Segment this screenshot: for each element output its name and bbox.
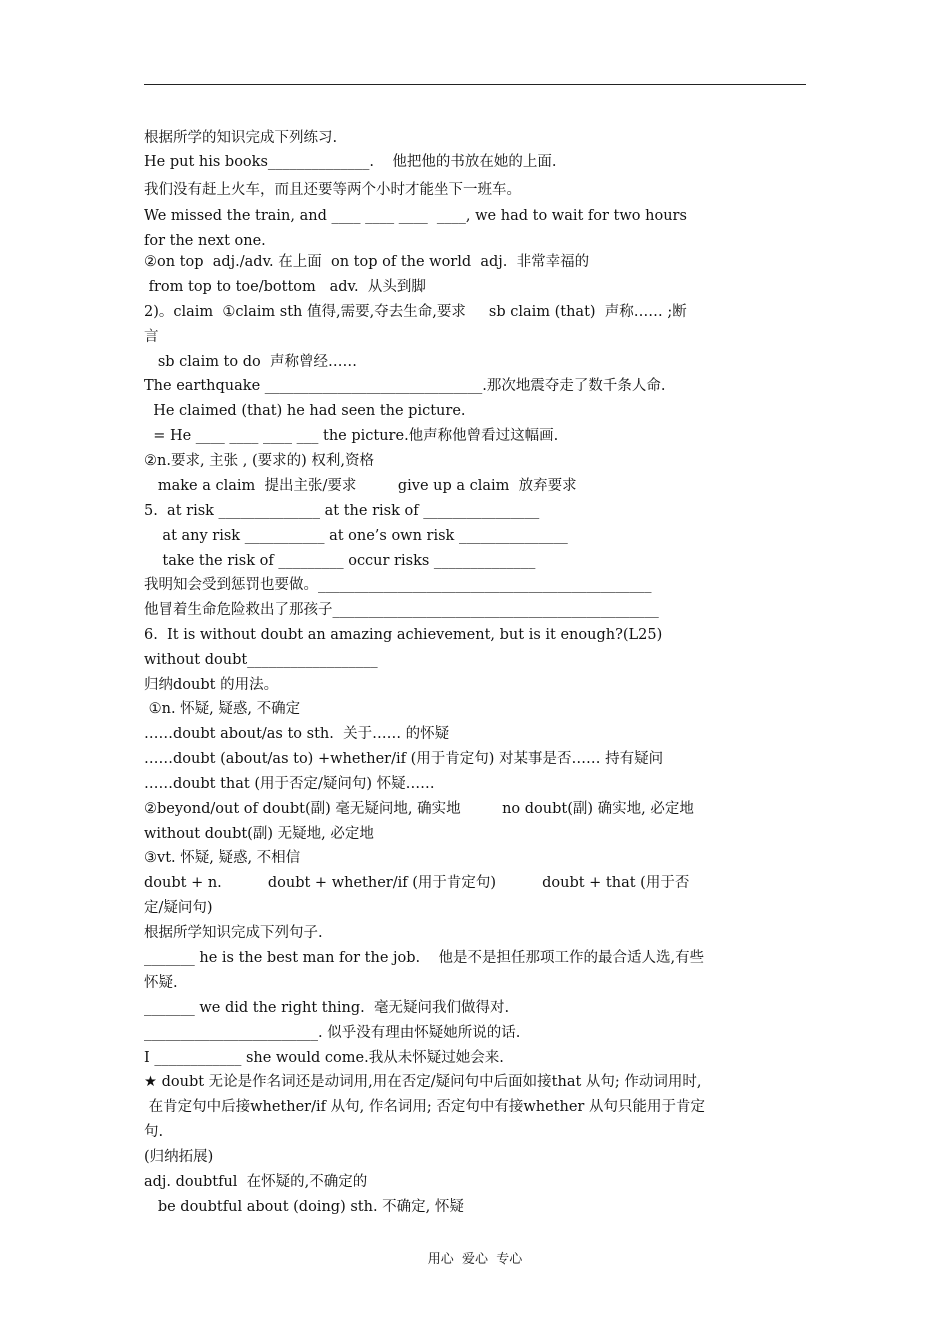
text-line: ③vt. 怀疑, 疑惑, 不相信 (144, 850, 301, 866)
text-line: We missed the train, and ____ ____ ____ ____, we had to wait for two hours (144, 208, 687, 224)
text-line: adj. doubtful 在怀疑的,不确定的 (144, 1174, 368, 1190)
text-line: 怀疑. (144, 975, 178, 991)
text-line: ②n.要求, 主张 , (要求的) 权利,资格 (144, 453, 375, 469)
text-line: ……doubt (about/as to) +whether/if (用于肯定句) 对某事是否…… 持有疑问 (144, 751, 664, 767)
text-line: sb claim to do 声称曾经…… (144, 354, 357, 370)
text-line: _______ he is the best man for the job. 他是不是担任那项工作的最合适人选,有些 (144, 950, 705, 966)
text-line: The earthquake ______________________________.那次地震夺走了数千条人命. (144, 378, 666, 394)
text-line: 句. (144, 1124, 164, 1140)
text-line: doubt + n. doubt + whether/if (用于肯定句) doubt + that (用于否 (144, 875, 690, 891)
text-line: without doubt__________________ (144, 652, 378, 668)
text-line: 我们没有赶上火车，而且还要等两个小时才能坐下一班车。 (144, 182, 521, 198)
text-line: without doubt(副) 无疑地, 必定地 (144, 826, 374, 842)
page-footer: 用心 爱心 专心 (427, 1252, 523, 1267)
text-line: 在肯定句中后接whether/if 从句, 作名词用; 否定句中有接whether 从句只能用于肯定 (144, 1099, 705, 1115)
text-line: 定/疑问句) (144, 900, 213, 916)
text-line: He claimed (that) he had seen the picture. (144, 403, 466, 419)
text-line: at any risk ___________ at one’s own risk _______________ (144, 528, 568, 544)
text-line: 他冒着生命危险救出了那孩子_____________________________________________ (144, 602, 659, 618)
text-line: 5. at risk ______________ at the risk of ________________ (144, 503, 540, 519)
text-line: for the next one. (144, 233, 266, 249)
text-line: _______ we did the right thing. 毫无疑问我们做得对. (144, 1000, 510, 1016)
text-line: 2)。claim ①claim sth 值得,需要,夺去生命,要求 sb claim (that) 声称…… ;断 (144, 304, 687, 320)
text-line: = He ____ ____ ____ ___ the picture.他声称他曾看过这幅画. (144, 428, 559, 444)
text-line: 归纳doubt 的用法。 (144, 677, 279, 693)
text-line: take the risk of _________ occur risks ______________ (144, 553, 536, 569)
text-line: ……doubt that (用于否定/疑问句) 怀疑…… (144, 776, 435, 792)
header-rule (144, 84, 806, 85)
text-line: 6. It is without doubt an amazing achievement, but is it enough?(L25) (144, 627, 663, 643)
text-line: 我明知会受到惩罚也要做。______________________________________________ (144, 577, 652, 593)
text-line: 根据所学知识完成下列句子. (144, 925, 323, 941)
text-line: ________________________. 似乎没有理由怀疑她所说的话. (144, 1025, 521, 1041)
text-line: from top to toe/bottom adv. 从头到脚 (144, 279, 426, 295)
text-line: ★ doubt 无论是作名词还是动词用,用在否定/疑问句中后面如接that 从句; 作动词用时, (144, 1074, 702, 1090)
text-line: ②beyond/out of doubt(副) 毫无疑问地, 确实地 no doubt(副) 确实地, 必定地 (144, 801, 694, 817)
text-line: I ____________ she would come.我从未怀疑过她会来. (144, 1050, 504, 1066)
text-line: 言 (144, 329, 159, 345)
text-line: make a claim 提出主张/要求 give up a claim 放弃要求 (144, 478, 577, 494)
text-line: (归纳拓展) (144, 1149, 214, 1165)
text-line: He put his books______________. 他把他的书放在她的上面. (144, 154, 557, 170)
text-line: ②on top adj./adv. 在上面 on top of the world adj. 非常幸福的 (144, 254, 590, 270)
text-line: be doubtful about (doing) sth. 不确定, 怀疑 (144, 1199, 464, 1215)
text-line: ①n. 怀疑, 疑惑, 不确定 (144, 701, 301, 717)
text-line: ……doubt about/as to sth. 关于…… 的怀疑 (144, 726, 450, 742)
text-line: 根据所学的知识完成下列练习. (144, 130, 338, 146)
